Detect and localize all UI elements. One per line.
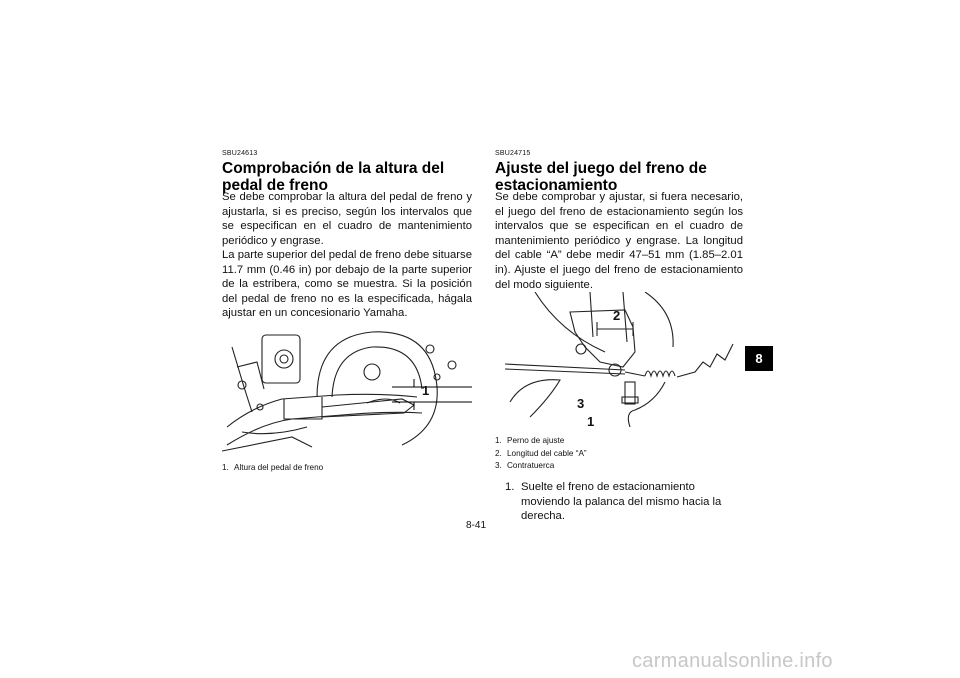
figure-callout: 1	[422, 383, 430, 398]
section-heading: Comprobación de la altura del pedal de freno	[222, 160, 445, 194]
caption-item: 1. Altura del pedal de freno	[222, 463, 324, 472]
parking-brake-figure	[505, 292, 740, 432]
section-heading: Ajuste del juego del freno de estacionamiento	[495, 160, 707, 194]
procedure-step: 1. Suelte el freno de estacionamiento moviendo la palanca del mismo hacia la derecha.	[505, 481, 722, 523]
figure-callout: 1	[587, 414, 595, 429]
figure-caption-list	[495, 435, 743, 473]
section-code: SBU24715	[495, 150, 531, 157]
caption-item: 2. Longitud del cable “A”	[495, 448, 587, 458]
brake-pedal-figure	[222, 327, 472, 455]
caption-item: 3. Contratuerca	[495, 461, 555, 470]
caption-item: 1. Perno de ajuste	[495, 436, 565, 445]
page-number: 8-41	[466, 520, 487, 531]
section-code: SBU24613	[222, 150, 258, 157]
figure-callout: 3	[577, 396, 585, 411]
chapter-tab: 8	[745, 346, 773, 371]
watermark: carmanualsonline.info	[632, 650, 833, 672]
brake-pedal-illustration	[222, 327, 472, 455]
body-paragraph: Se debe comprobar la altura del pedal de freno y ajustarla, si es preciso, según los intervalos que se especifican en el cuadro de mantenimiento periódico y engrase.	[222, 191, 472, 247]
figure-caption-list	[222, 462, 472, 475]
body-paragraph: La parte superior del pedal de freno debe situarse 11.7 mm (0.46 in) por debajo de la parte superior de la estribera, como se muestra. Si la posición del pedal de freno no es la especificada, hágala ajustar en un concesionario Yamaha.	[222, 249, 472, 320]
body-paragraph: Se debe comprobar y ajustar, si fuera necesario, el juego del freno de estacionamiento según los intervalos que se especifican en el cuadro de mantenimiento periódico y engrase. La longitud del cable “A” debe medir 47–51 mm (1.85–2.01 in). Ajuste el juego del freno de estacionamiento del modo siguiente.	[495, 191, 743, 291]
parking-brake-illustration	[505, 292, 740, 432]
figure-callout: 2	[613, 308, 621, 323]
